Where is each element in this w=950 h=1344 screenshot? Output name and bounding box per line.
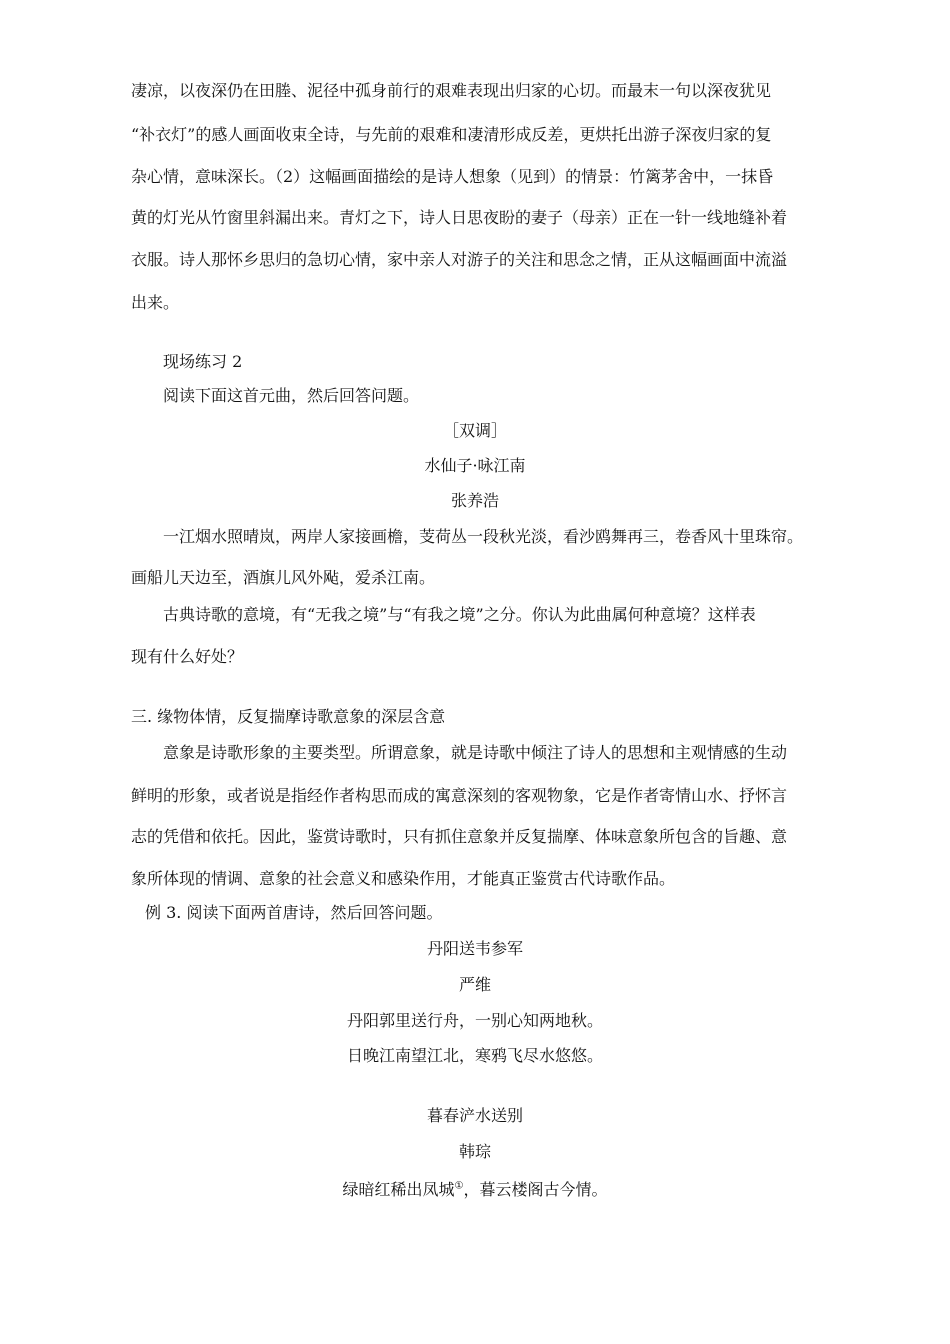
example-line: 例 3. 阅读下面两首唐诗，然后回答问题。 — [145, 903, 443, 922]
section-body-line-1: 意象是诗歌形象的主要类型。所谓意象，就是诗歌中倾注了诗人的思想和主观情感的生动 — [163, 743, 788, 762]
analysis-line-4: 黄的灯光从竹窗里斜漏出来。青灯之下，诗人日思夜盼的妻子（母亲）正在一针一线地缝补着 — [131, 208, 788, 227]
analysis-line-1: 凄凉，以夜深仍在田塍、泥径中孤身前行的艰难表现出归家的心切。而最末一句以深夜犹见 — [131, 81, 772, 100]
poem2-title: 暮春浐水送别 — [426, 1106, 523, 1125]
footnote-marker: ① — [454, 1180, 464, 1192]
poem1-author: 严维 — [458, 975, 491, 994]
poem1-line-2: 日晚江南望江北，寒鸦飞尽水悠悠。 — [346, 1046, 603, 1065]
poem2-line-1 — [0, 1180, 950, 1200]
section-body-line-3: 志的凭借和依托。因此，鉴赏诗歌时，只有抓住意象并反复揣摩、体味意象所包含的旨趣、意 — [131, 827, 788, 846]
poem1-title: 丹阳送韦参军 — [426, 939, 523, 958]
poem2-author: 韩琮 — [458, 1142, 491, 1161]
question-line-1: 古典诗歌的意境，有“无我之境”与“有我之境”之分。你认为此曲属何种意境？这样表 — [163, 605, 756, 624]
section-body-line-2: 鲜明的形象，或者说是指经作者构思而成的寓意深刻的客观物象，它是作者寄情山水、抒怀言 — [131, 786, 788, 805]
practice-heading: 现场练习 2 — [163, 352, 243, 371]
analysis-line-3: 杂心情，意味深长。（2）这幅画面描绘的是诗人想象（见到）的情景：竹篱茅舍中，一抹昏 — [131, 167, 774, 186]
analysis-line-6: 出来。 — [131, 293, 180, 312]
qu-title: 水仙子·咏江南 — [424, 456, 526, 475]
analysis-line-5: 衣服。诗人那怀乡思归的急切心情，家中亲人对游子的关注和思念之情，正从这幅画面中流溢 — [131, 250, 788, 269]
qu-text-line-2: 画船儿天边至，酒旗儿风外飐，爱杀江南。 — [131, 568, 436, 587]
section-body-line-4: 象所体现的情调、意象的社会意义和感染作用，才能真正鉴赏古代诗歌作品。 — [131, 869, 676, 888]
poem2-line-1-text-a: 绿暗红稀出凤城 — [342, 1180, 455, 1199]
qu-author: 张养浩 — [450, 491, 499, 510]
qu-text-line-1: 一江烟水照晴岚，两岸人家接画檐，芰荷丛一段秋光淡，看沙鸥舞再三，卷香风十里珠帘。 — [163, 527, 804, 546]
section-heading: 三. 缘物体情，反复揣摩诗歌意象的深层含意 — [131, 707, 446, 726]
qu-mode: ［双调］ — [442, 421, 507, 440]
poem2-line-1-text-b: ，暮云楼阁古今情。 — [463, 1180, 608, 1199]
question-line-2: 现有什么好处？ — [131, 647, 244, 666]
analysis-line-2: “补衣灯”的感人画面收束全诗，与先前的艰难和凄清形成反差，更烘托出游子深夜归家的复 — [131, 125, 772, 144]
poem1-line-1: 丹阳郭里送行舟，一别心知两地秋。 — [346, 1011, 603, 1030]
practice-instruction: 阅读下面这首元曲，然后回答问题。 — [163, 386, 420, 405]
